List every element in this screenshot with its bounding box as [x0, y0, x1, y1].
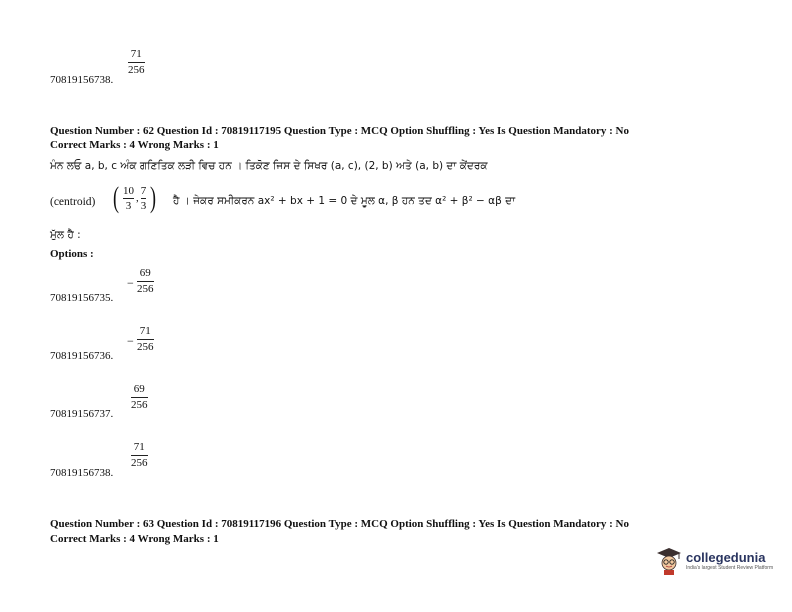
option-2-sign: −: [127, 334, 134, 348]
centroid-x-fraction: [123, 185, 134, 212]
fraction-denominator: 256: [131, 457, 148, 469]
fraction-numerator: 71: [133, 441, 145, 453]
q62-header-line2: Correct Marks : 4 Wrong Marks : 1: [50, 139, 219, 151]
open-paren: (: [113, 181, 119, 214]
centroid-y-fraction: [141, 185, 147, 212]
option-4-id: 70819156738.: [50, 467, 114, 479]
logo-tagline: India's largest Student Review Platform: [686, 564, 774, 571]
option-2-id: 70819156736.: [50, 350, 114, 362]
option-4-fraction: [131, 441, 148, 470]
fraction-numerator: 69: [139, 267, 151, 279]
fraction-numerator: 71: [139, 325, 151, 337]
fraction-bar: [131, 397, 148, 398]
fraction-bar: [137, 281, 154, 282]
top-option-fraction: [128, 48, 145, 77]
fraction-bar: [123, 198, 134, 199]
fraction-denominator: 256: [128, 64, 145, 76]
fraction-bar: [137, 339, 154, 340]
fraction-numerator: 71: [130, 48, 142, 60]
top-option-id: 70819156738.: [50, 74, 114, 86]
option-1-id: 70819156735.: [50, 292, 114, 304]
q62-centroid-coordinates: [111, 183, 158, 213]
fraction-bar: [141, 198, 147, 199]
fraction-denominator: 3: [140, 199, 147, 212]
student-mascot-icon: [655, 545, 683, 575]
fraction-numerator: 69: [133, 383, 145, 395]
q62-centroid-label: (centroid): [50, 196, 96, 208]
q63-header-line2: Correct Marks : 4 Wrong Marks : 1: [50, 533, 219, 545]
q63-header-line1: Question Number : 63 Question Id : 70819117196 Question Type : MCQ Option Shuffling : Yes Is Question Mandatory : No: [50, 518, 629, 530]
fraction-denominator: 3: [125, 199, 132, 212]
option-3-id: 70819156737.: [50, 408, 114, 420]
option-3-fraction: [131, 383, 148, 412]
q62-text-line1: ਮੰਨ ਲਓ a, b, c ਅੰਕ ਗਣਿਤਿਕ ਲੜੀ ਵਿਚ ਹਨ । ਤਿਕੋਣ ਜਿਸ ਦੇ ਸਿਖਰ (a, c), (2, b) ਅਤੇ (a, b) ਦਾ ਕੇਂਦਰਕ: [50, 160, 488, 172]
fraction-denominator: 256: [137, 283, 154, 295]
logo-name: collegedunia: [686, 549, 766, 565]
fraction-bar: [128, 62, 145, 63]
fraction-denominator: 256: [137, 341, 154, 353]
comma: ,: [136, 192, 139, 204]
fraction-denominator: 256: [131, 399, 148, 411]
q62-header-line1: Question Number : 62 Question Id : 70819117195 Question Type : MCQ Option Shuffling : Yes Is Question Mandatory : No: [50, 125, 629, 137]
close-paren: ): [150, 181, 157, 214]
collegedunia-logo: [655, 545, 773, 575]
fraction-bar: [131, 455, 148, 456]
option-2-fraction: [137, 325, 154, 354]
q62-text-line3: ਮੁੱਲ ਹੈ :: [50, 229, 81, 241]
option-1-sign: −: [127, 276, 134, 290]
option-1-fraction: [137, 267, 154, 296]
fraction-numerator: 10: [123, 184, 134, 197]
q62-text-line2: ਹੈ । ਜੇਕਰ ਸਮੀਕਰਨ ax² + bx + 1 = 0 ਦੇ ਮੂਲ α, β ਹਨ ਤਦ α² + β² − αβ ਦਾ: [173, 195, 516, 207]
fraction-numerator: 7: [140, 184, 147, 197]
q62-options-label: Options :: [50, 248, 94, 260]
